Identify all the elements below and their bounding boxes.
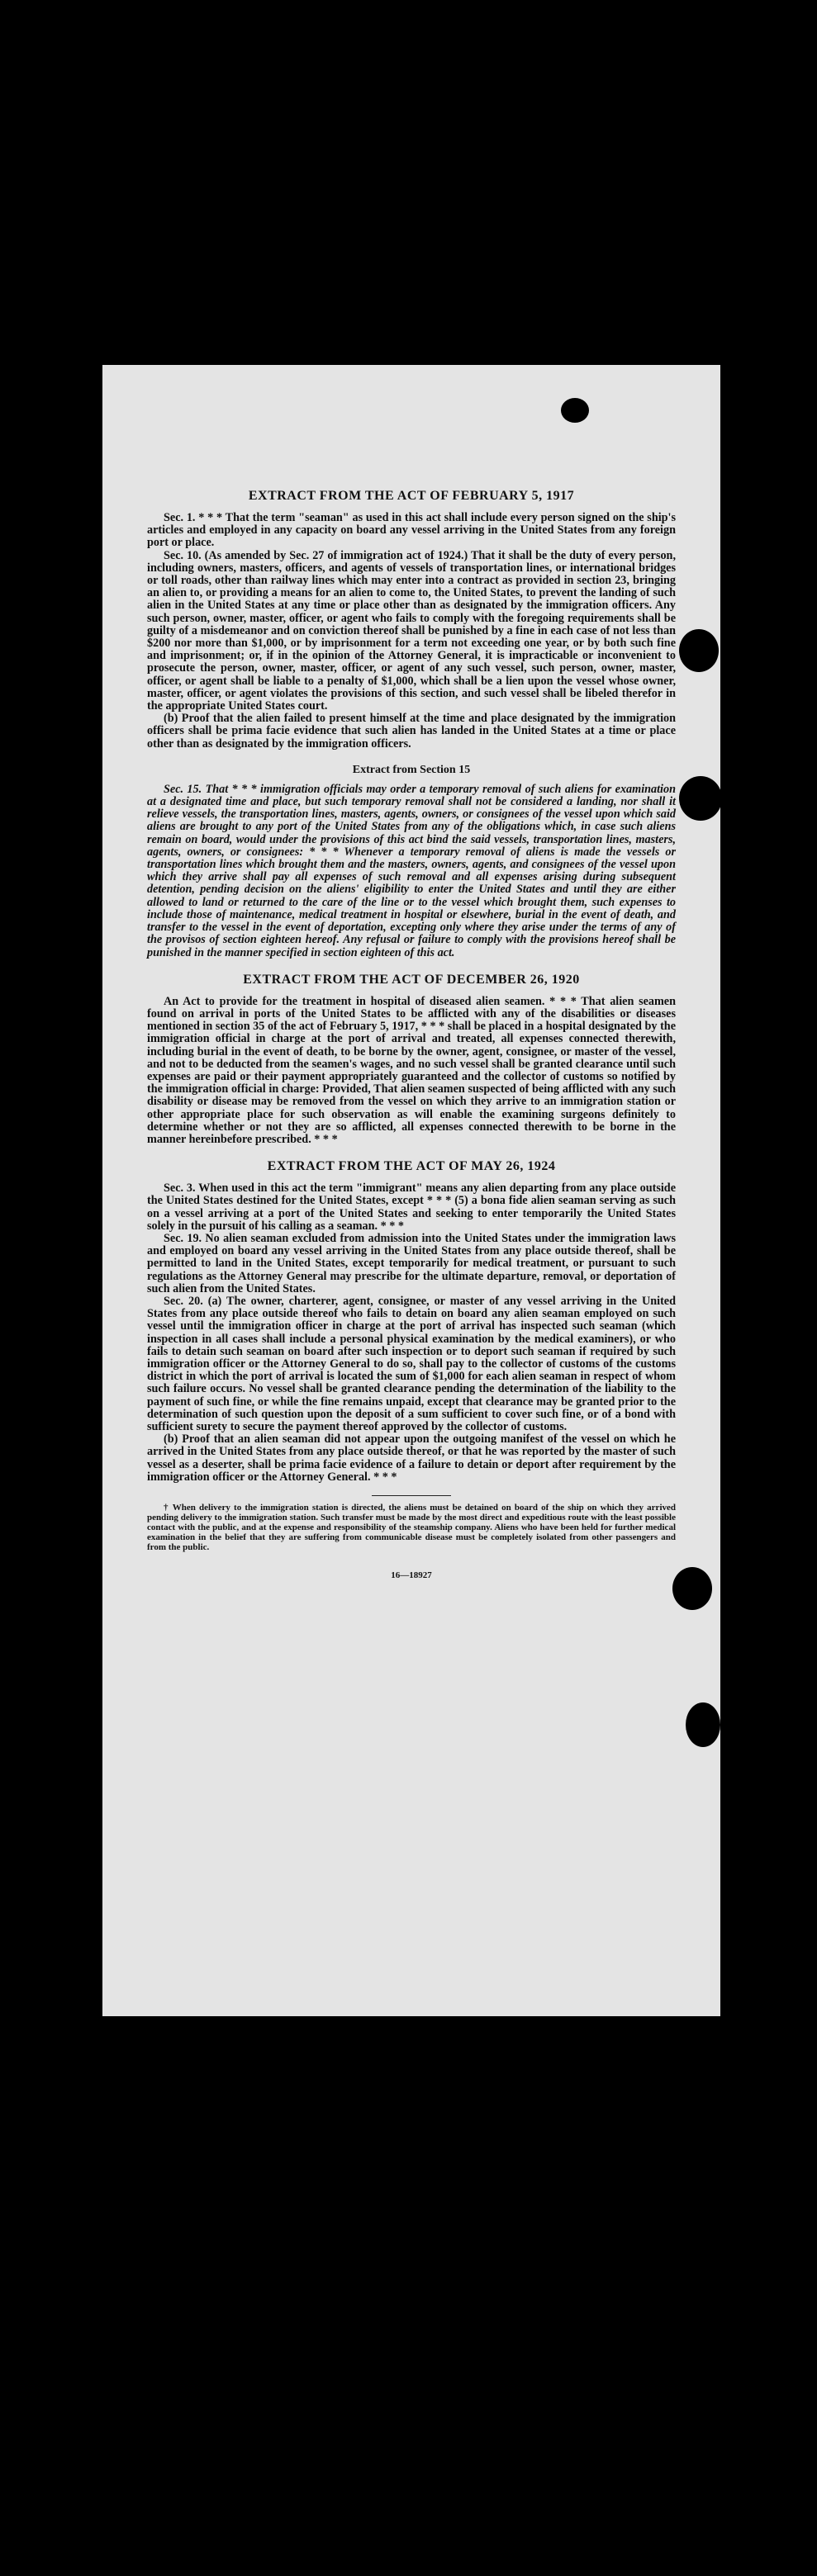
heading-act-1920: EXTRACT FROM THE ACT OF DECEMBER 26, 1920 <box>243 972 580 987</box>
section-20b-paragraph: (b) Proof that an alien seaman did not appear upon the outgoing manifest of the vessel on which he arrived in the United States from any place outside thereof, or that he was reported by the master of such vessel as a deserter, shall be prima facie evidence of a failure to detain or deport after requirement by the immigration officer or the Attorney General. * * * <box>147 1432 676 1484</box>
section-10-paragraph: Sec. 10. (As amended by Sec. 27 of immigration act of 1924.) That it shall be the duty of every person, including owners, masters, officers, and agents of vessels of transportation lines, or international bridges or toll roads, other than railway lines which may enter into a contract as provided in section 23, bringing an alien to, or providing a means for an alien to come to, the United States, to prevent the landing of such alien in the United States at any time or place other than as designated by the immigration officers. Any such person, owner, master, officer, or agent who fails to comply with the foregoing requirements shall be guilty of a misdemeanor and on conviction thereof shall be punished by a fine in each case of not less than $200 nor more than $1,000, or by imprisonment for a term not exceeding one year, or by both such fine and imprisonment; or, if in the opinion of the Attorney General, it is impracticable or inconvenient to prosecute the person, owner, master, officer, or agent of any such vessel, such person, owner, master, officer, or agent shall be liable to a penalty of $1,000, which shall be a lien upon the vessel whose owner, master, officer, or agent violates the provisions of this section, and such vessel shall be libeled therefor in the appropriate United States court. <box>147 548 676 713</box>
footnote <box>147 1503 676 1552</box>
punch-hole <box>672 1567 712 1610</box>
punch-hole <box>686 1702 720 1747</box>
form-code: 16—18927 <box>391 1570 432 1581</box>
section-15-paragraph: Sec. 15. That * * * immigration officials may order a temporary removal of such aliens for examination at a designated time and place, but such temporary removal shall not be considered a landing, nor shall it relieve vessels, the transportation lines, masters, agents, owners, or consignees of the vessel upon which said aliens are brought to any port of the United States from any of the obligations which, in case such aliens remain on board, would under the provisions of this act bind the said vessels, transportation lines, masters, agents, owners, or consignees: * * * Whenever a temporary removal of aliens is made the vessels or transportation lines which brought them and the masters, owners, agents, and consignees of the vessel upon which they arrive shall pay all expenses of such removal and all expenses arising during subsequent detention, pending decision on the aliens' eligibility to enter the United States and until they are either allowed to land or returned to the care of the line or to the vessel which brought them, such expenses to include those of maintenance, medical treatment in hospital or elsewhere, burial in the event of death, and transfer to the vessel in the event of deportation, excepting only where they arise under the terms of any of the provisos of section eighteen hereof. Any refusal or failure to comply with the provisions hereof shall be punished in the manner specified in section eighteen of this act. <box>147 782 676 959</box>
section-20a-paragraph: Sec. 20. (a) The owner, charterer, agent, consignee, or master of any vessel arriving in the United States from any place outside thereof who fails to detain on board any alien seaman employed on such vessel until the immigration officer in charge at the port of arrival has inspected such seaman (which inspection in all cases shall include a personal physical examination by the medical examiners), or who fails to detain such seaman on board after such inspection or to deport such seaman if required by such immigration officer or the Attorney General to do so, shall pay to the collector of customs of the customs district in which the port of arrival is located the sum of $1,000 for each alien seaman in respect of whom such failure occurs. No vessel shall be granted clearance pending the determination of the liability to the payment of such fine, or while the fine remains unpaid, except that clearance may be granted prior to the determination of such question upon the deposit of a sum sufficient to cover such fine, or of a bond with sufficient surety to secure the payment thereof approved by the collector of customs. <box>147 1294 676 1433</box>
punch-hole <box>561 398 589 423</box>
document-page <box>102 365 720 2016</box>
section-3-paragraph: Sec. 3. When used in this act the term "immigrant" means any alien departing from any place outside the United States destined for the United States, except * * * (5) a bona fide alien seaman serving as such on a vessel arriving at a port of the United States and seeking to enter temporarily the United States solely in the pursuit of his calling as a seaman. * * * <box>147 1181 676 1233</box>
section-19-paragraph: Sec. 19. No alien seaman excluded from admission into the United States under the immigration laws and employed on board any vessel arriving in the United States from any place outside thereof, shall be permitted to land in the United States, except temporarily for medical treatment, or pursuant to such regulations as the Attorney General may prescribe for the ultimate departure, removal, or deportation of such alien from the United States. <box>147 1231 676 1295</box>
heading-act-1924: EXTRACT FROM THE ACT OF MAY 26, 1924 <box>267 1159 556 1174</box>
heading-act-1917: EXTRACT FROM THE ACT OF FEBRUARY 5, 1917 <box>248 489 575 503</box>
section-10b-paragraph: (b) Proof that the alien failed to present himself at the time and place designated by the immigration officers shall be prima facie evidence that such alien has landed in the United States at a time or place other than as designated by the immigration officers. <box>147 712 676 751</box>
act-1920-paragraph: An Act to provide for the treatment in hospital of diseased alien seamen. * * * That alien seamen found on arrival in ports of the United States to be afflicted with any of the disabilities or diseases mentioned in section 35 of the act of February 5, 1917, * * * shall be placed in a hospital designated by the immigration official in charge at the port of arrival and treated, all expenses connected therewith, including burial in the event of death, to be borne by the owner, agent, consignee, or master of the vessel, and not to be deducted from the seamen's wages, and no such vessel shall be granted clearance until such expenses are paid or their payment appropriately guaranteed and the collector of customs so notified by the immigration official in charge: Provided, That alien seamen suspected of being afflicted with any such disability or disease may be removed from the vessel on which they arrive to an immigration station or other appropriate place for such observation as will enable the examining surgeons definitely to determine whether or not they are so afflicted, all expenses connected therewith to be borne in the manner hereinbefore prescribed. * * * <box>147 994 676 1146</box>
punch-hole <box>679 776 722 821</box>
punch-hole <box>679 629 719 672</box>
footnote-text: † When delivery to the immigration station is directed, the aliens must be detained on board of the ship on which they arrived pending delivery to the immigration station. Such transfer must be made by the most direct and expeditious route with the least possible contact with the public, and at the expense and responsibility of the steamship company. Aliens who have been held for further medical examination in the belief that they are suffering from communicable disease must be completely isolated from other passengers and from the public. <box>147 1503 676 1553</box>
section-1-paragraph: Sec. 1. * * * That the term "seaman" as used in this act shall include every person signed on the ship's articles and employed in any capacity on board any vessel arriving in the United States from any foreign port or place. <box>147 511 676 550</box>
footnote-divider <box>372 1495 451 1496</box>
heading-section-15: Extract from Section 15 <box>352 763 471 776</box>
